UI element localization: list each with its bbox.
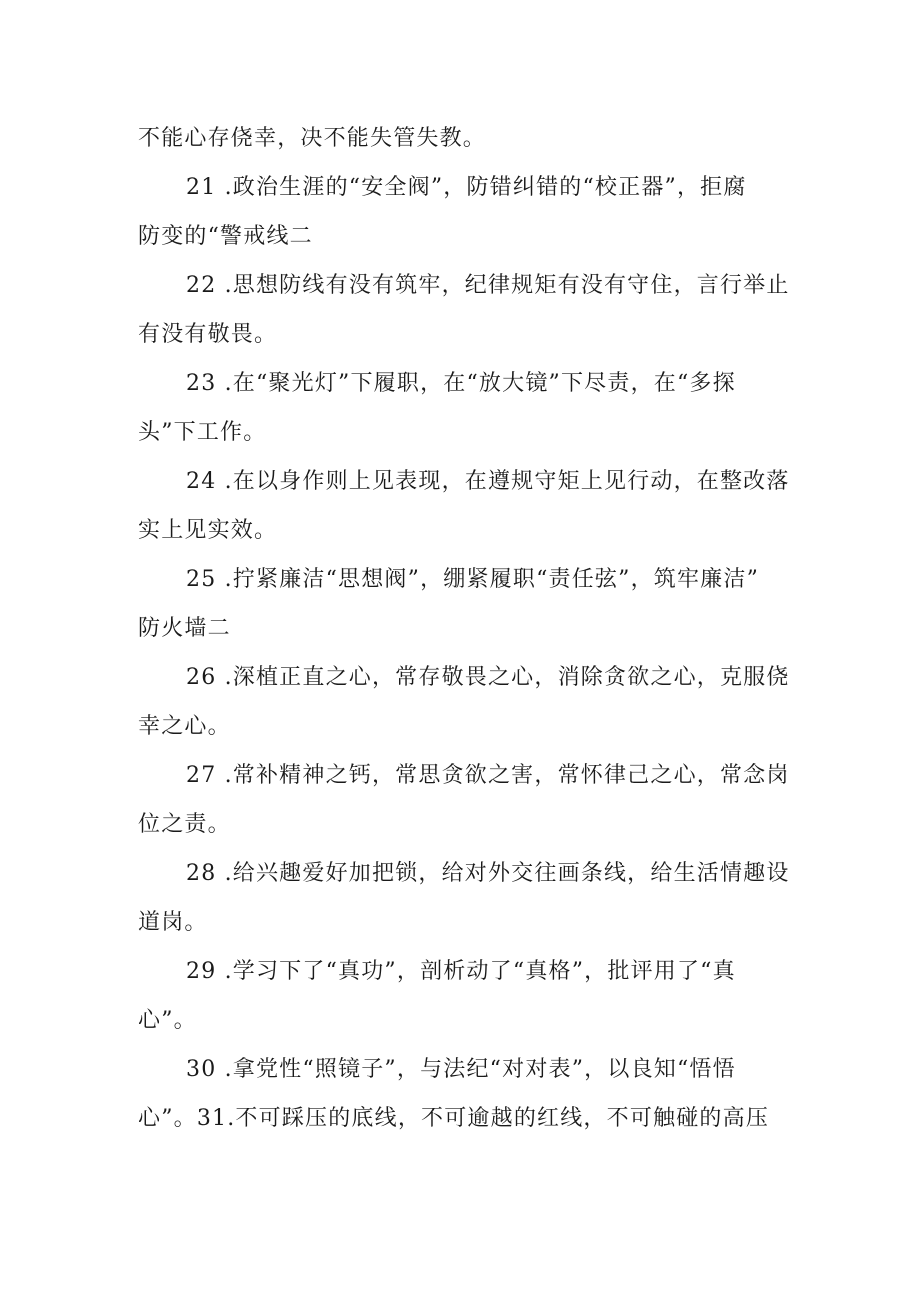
item-21-line-1: 21 .政治生涯的“安全阀”，防错纠错的“校正器”，拒腐 bbox=[186, 175, 747, 200]
item-23-line-1: 23 .在“聚光灯”下履职，在“放大镜”下尽责，在“多探 bbox=[186, 371, 736, 396]
item-25-line-1: 25 .拧紧廉洁“思想阀”，绷紧履职“责任弦”，筑牢廉洁” bbox=[186, 567, 760, 592]
item-22-line-2: 有没有敬畏。 bbox=[138, 322, 278, 347]
item-23-line-2: 头”下工作。 bbox=[138, 420, 267, 445]
item-25-line-2: 防火墙二 bbox=[138, 616, 231, 641]
item-29-line-1: 29 .学习下了“真功”，剖析动了“真格”，批评用了“真 bbox=[186, 959, 736, 984]
item-30-line-1: 30 .拿党性“照镜子”，与法纪“对对表”，以良知“悟悟 bbox=[186, 1057, 736, 1082]
item-22-line-1: 22 .思想防线有没有筑牢，纪律规矩有没有守住，言行举止 bbox=[186, 273, 790, 298]
item-21-line-2: 防变的“警戒线二 bbox=[138, 224, 313, 249]
item-28-line-1: 28 .给兴趣爱好加把锁，给对外交往画条线，给生活情趣设 bbox=[186, 861, 790, 886]
item-30-31-line-2: 心”。31.不可踩压的底线，不可逾越的红线，不可触碰的高压 bbox=[138, 1106, 770, 1131]
item-27-line-1: 27 .常补精神之钙，常思贪欲之害，常怀律己之心，常念岗 bbox=[186, 763, 790, 788]
item-27-line-2: 位之责。 bbox=[138, 812, 231, 837]
item-26-line-2: 幸之心。 bbox=[138, 714, 231, 739]
item-24-line-1: 24 .在以身作则上见表现，在遵规守矩上见行动，在整改落 bbox=[186, 469, 790, 494]
text-line: 不能心存侥幸，决不能失管失教。 bbox=[138, 126, 487, 151]
item-28-line-2: 道岗。 bbox=[138, 910, 208, 935]
item-29-line-2: 心”。 bbox=[138, 1008, 197, 1033]
item-24-line-2: 实上见实效。 bbox=[138, 518, 278, 543]
item-26-line-1: 26 .深植正直之心，常存敬畏之心，消除贪欲之心，克服侥 bbox=[186, 665, 790, 690]
